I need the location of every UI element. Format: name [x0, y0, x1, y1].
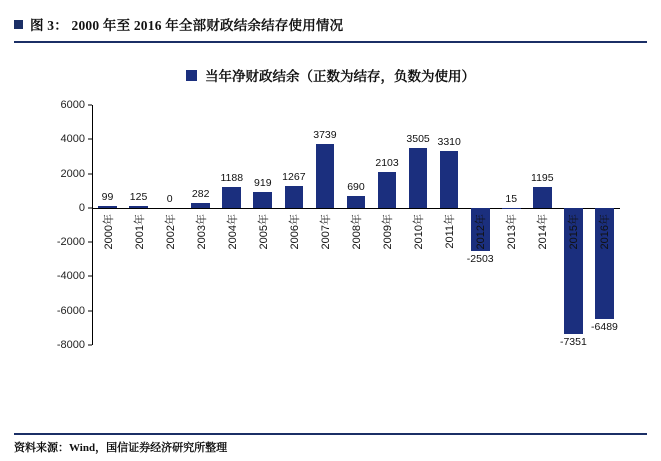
- y-axis-tick-label: -2000: [56, 236, 85, 249]
- bar-item: [527, 105, 558, 345]
- x-axis-tick-label: 2002年: [164, 213, 177, 250]
- source-note: 资料来源：Wind，国信证券经济研究所整理: [14, 442, 228, 454]
- bar-item: [465, 105, 496, 345]
- x-axis-tick-label: 2011年: [444, 213, 457, 249]
- y-axis-tick-mark: [88, 276, 92, 277]
- bar-rect: [533, 187, 552, 207]
- legend-label: 当年净财政结余（正数为结存，负数为使用）: [205, 69, 475, 84]
- bar-series: [92, 105, 620, 348]
- y-axis-tick-mark: [88, 310, 92, 311]
- y-axis-tick-label: 6000: [60, 99, 85, 111]
- chart-area: [14, 97, 647, 397]
- bar-rect: [347, 196, 366, 208]
- chart-footer: [14, 433, 647, 455]
- bar-value-label: 125: [129, 190, 148, 203]
- bar-rect: [502, 208, 521, 209]
- footer-divider: [14, 433, 647, 435]
- bar-item: [340, 105, 371, 345]
- bar-item: [216, 105, 247, 345]
- bar-item: [247, 105, 278, 345]
- y-axis-tick-label: -4000: [56, 270, 85, 283]
- y-axis-tick-mark: [88, 173, 92, 174]
- x-axis-tick-label: 2015年: [568, 213, 581, 250]
- bar-value-label: 2103: [375, 156, 399, 169]
- bar-rect: [316, 144, 335, 208]
- bar-item: [309, 105, 340, 345]
- bar-item: [185, 105, 216, 345]
- y-axis-tick-mark: [88, 139, 92, 140]
- x-axis-tick-label: 2010年: [413, 213, 426, 250]
- bar-value-label: 1267: [282, 171, 306, 184]
- bar-value-label: -7351: [559, 335, 587, 348]
- chart-page: [0, 14, 661, 461]
- bar-item: [278, 105, 309, 345]
- y-axis-tick-label: 0: [78, 201, 85, 214]
- bar-value-label: 919: [254, 177, 272, 190]
- chart-legend: [14, 65, 647, 85]
- bar-value-label: 15: [505, 192, 518, 205]
- bar-rect: [378, 172, 397, 208]
- title-marker-icon: [14, 20, 23, 29]
- bar-value-label: 3739: [313, 128, 337, 141]
- bar-value-label: 99: [101, 191, 114, 204]
- bar-item: [123, 105, 154, 345]
- y-axis-tick-mark: [88, 242, 92, 243]
- bar-value-label: 0: [166, 192, 173, 205]
- x-axis-tick-label: 2009年: [382, 213, 395, 250]
- y-axis-tick-mark: [88, 345, 92, 346]
- x-axis-tick-label: 2004年: [226, 213, 239, 250]
- bar-item: [92, 105, 123, 345]
- bar-item: [434, 105, 465, 345]
- x-axis-tick-label: 2007年: [319, 213, 332, 250]
- bar-item: [589, 105, 620, 345]
- bar-value-label: 3310: [437, 136, 461, 149]
- x-axis-tick-label: 2003年: [195, 213, 208, 250]
- bar-item: [558, 105, 589, 348]
- y-axis-tick-mark: [88, 105, 92, 106]
- x-axis-tick-label: 2013年: [506, 213, 519, 250]
- x-axis-tick-label: 2012年: [475, 213, 488, 250]
- bar-value-label: 1188: [220, 172, 244, 185]
- x-axis-tick-label: 2014年: [537, 213, 550, 250]
- chart-title-bar: [14, 14, 647, 43]
- bar-item: [372, 105, 403, 345]
- bar-rect: [129, 206, 148, 208]
- bar-item: [154, 105, 185, 345]
- bar-rect: [98, 206, 117, 208]
- bar-rect: [440, 151, 459, 208]
- page-title: 图 3： 2000 年至 2016 年全部财政结余结存使用情况: [30, 18, 344, 33]
- bar-value-label: -6489: [591, 321, 618, 334]
- plot-region: [56, 99, 620, 351]
- bar-value-label: -2503: [466, 252, 494, 265]
- bar-value-label: 282: [191, 188, 210, 201]
- x-axis-tick-label: 2005年: [257, 213, 270, 250]
- y-axis-tick-mark: [88, 207, 92, 208]
- bar-item: [403, 105, 434, 345]
- bar-value-label: 690: [347, 181, 365, 194]
- x-axis-tick-label: 2008年: [350, 213, 363, 250]
- legend-swatch-icon: [186, 70, 197, 81]
- bar-value-label: 1195: [531, 172, 554, 185]
- bar-rect: [222, 187, 241, 207]
- x-axis-tick-label: 2006年: [288, 213, 301, 250]
- y-axis-tick-label: 2000: [60, 167, 85, 180]
- x-axis-tick-label: 2000年: [102, 213, 115, 250]
- x-axis-tick-label: 2001年: [133, 213, 146, 250]
- bar-rect: [191, 203, 210, 208]
- y-axis-tick-label: -8000: [56, 339, 85, 351]
- x-axis-tick-label: 2016年: [599, 213, 612, 250]
- bar-item: [496, 105, 527, 345]
- bar-rect: [409, 148, 428, 208]
- y-axis-tick-label: -6000: [56, 304, 85, 317]
- bar-value-label: 3505: [406, 132, 430, 145]
- bar-rect: [285, 186, 304, 208]
- bar-rect: [253, 192, 272, 208]
- y-axis-tick-label: 4000: [60, 133, 85, 146]
